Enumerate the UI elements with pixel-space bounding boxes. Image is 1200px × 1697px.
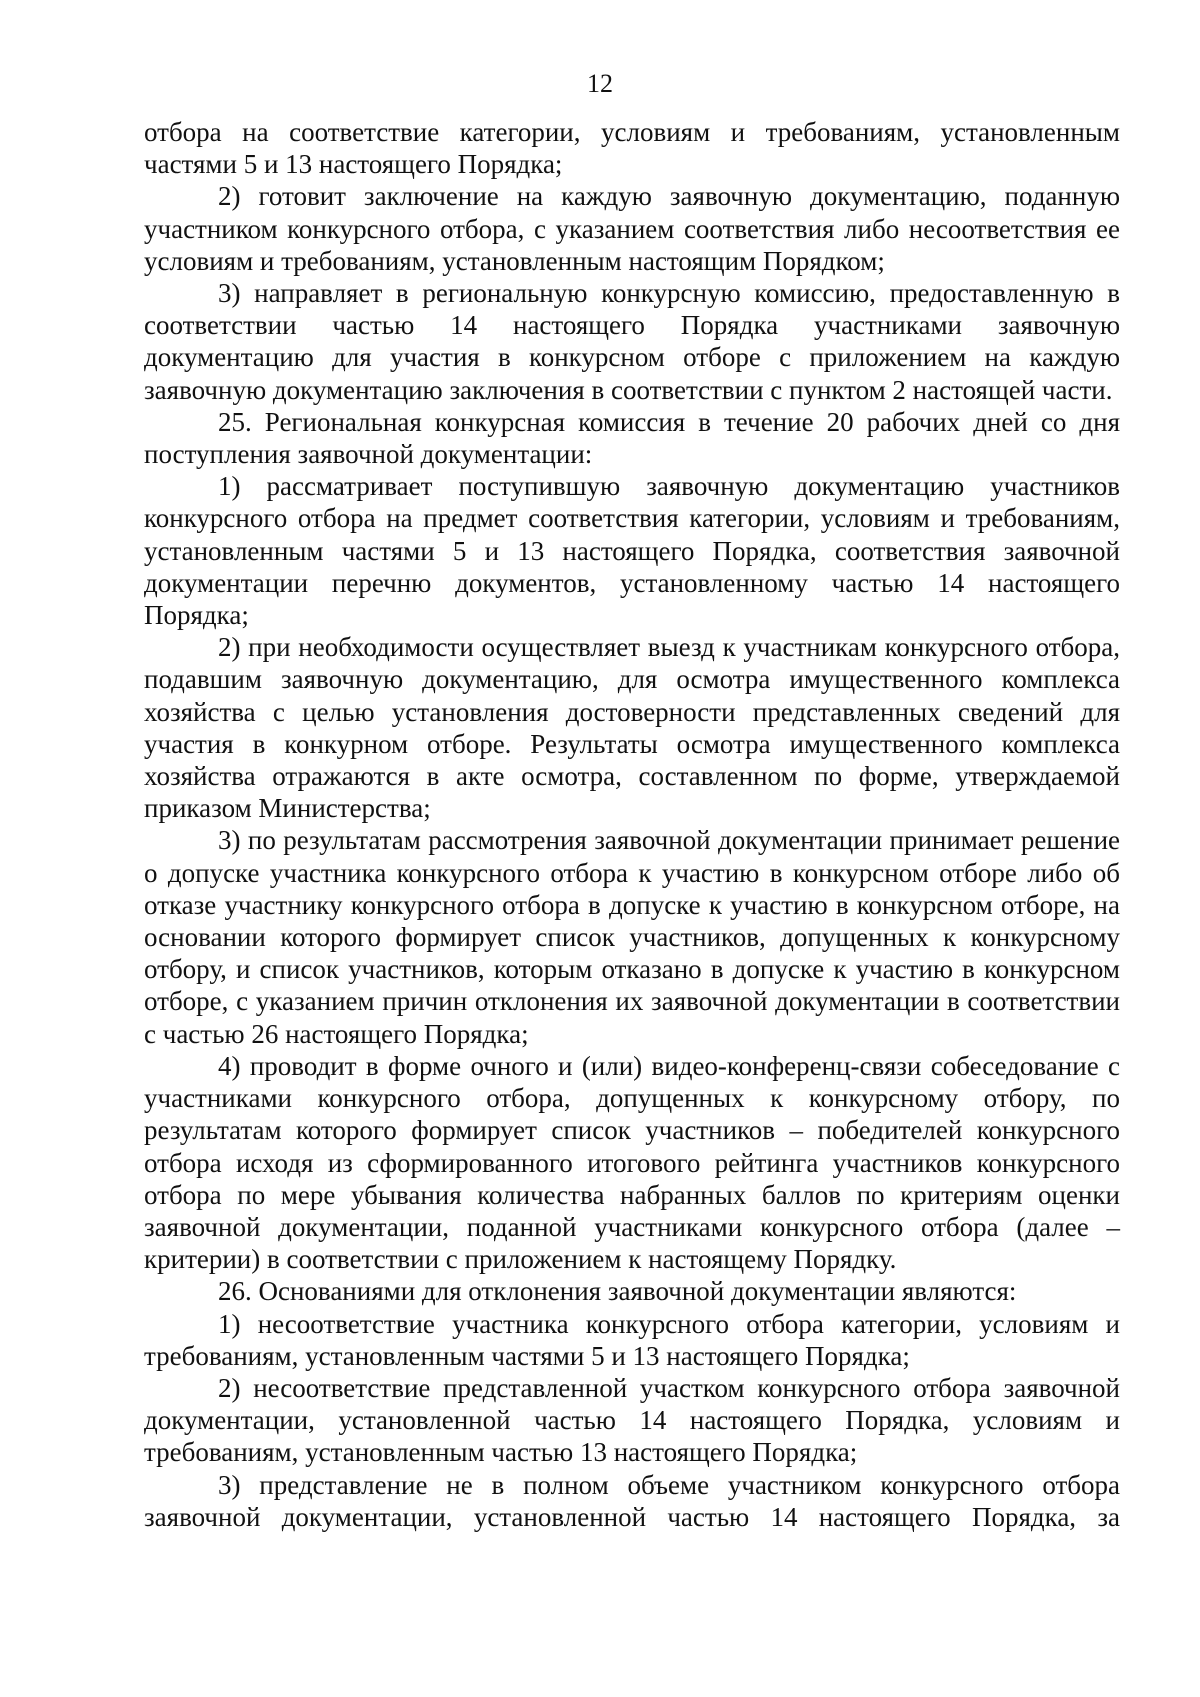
paragraph-section-25: 25. Региональная конкурсная комиссия в течение 20 рабочих дней со дня поступления заявочной документации: bbox=[144, 406, 1120, 470]
paragraph-section-26: 26. Основаниями для отклонения заявочной документации являются: bbox=[218, 1276, 1017, 1307]
paragraph-26-item-2: 2) несоответствие представленной участком конкурсного отбора заявочной документации, установленной частью 14 настоящего Порядка, условиям и требованиям, установленным частью 13 настоящего Порядка; bbox=[144, 1372, 1120, 1468]
paragraph-item-2-conclusion: 2) готовит заключение на каждую заявочную документацию, поданную участником конкурсного отбора, с указанием соответствия либо несоответствия ее условиям и требованиям, установленным настоящим Порядком; bbox=[144, 181, 1120, 276]
paragraph-25-item-1: 1) рассматривает поступившую заявочную документацию участников конкурсного отбора на предмет соответствия категории, условиям и требованиям, установленным частями 5 и 13 настоящего Порядка, соответствия заявочной документации перечню документов, установленному частью 14 настоящего Порядка; bbox=[144, 471, 1120, 631]
document-body bbox=[144, 116, 1120, 1533]
paragraph-25-item-2: 2) при необходимости осуществляет выезд к участникам конкурсного отбора, подавшим заявочную документацию, для осмотра имущественного комплекса хозяйства с целью установления достоверности представленных сведений для участия в конкурном отборе. Результаты осмотра имущественного комплекса хозяйства отражаются в акте осмотра, составленном по форме, утверждаемой приказом Министерства; bbox=[144, 632, 1120, 824]
paragraph-25-item-3: 3) по результатам рассмотрения заявочной документации принимает решение о допуске участника конкурсного отбора к участию в конкурсном отборе либо об отказе участнику конкурсного отбора в допуске к участию в конкурсном отборе, на основании которого формирует список участников, допущенных к конкурсному отбору, и список участников, которым отказано в допуске к участию в конкурсном отборе, с указанием причин отклонения их заявочной документации в соответствии с частью 26 настоящего Порядка; bbox=[144, 825, 1120, 1049]
paragraph-26-item-1: 1) несоответствие участника конкурсного отбора категории, условиям и требованиям, установленным частями 5 и 13 настоящего Порядка; bbox=[144, 1308, 1120, 1371]
page-number: 12 bbox=[587, 69, 613, 98]
paragraph-25-item-4: 4) проводит в форме очного и (или) видео-конференц-связи собеседование с участниками конкурсного отбора, допущенных к конкурсному отбору, по результатам которого формирует список участников – победителей конкурсного отбора исходя из сформированного итогового рейтинга участников конкурсного отбора по мере убывания количества набранных баллов по критериям оценки заявочной документации, поданной участниками конкурсного отбора (далее – критерии) в соответствии с приложением к настоящему Порядку. bbox=[144, 1050, 1120, 1275]
paragraph-item-3-forwarding: 3) направляет в региональную конкурсную комиссию, предоставленную в соответствии частью 14 настоящего Порядка участниками заявочную документацию для участия в конкурсном отборе с приложением на каждую заявочную документацию заключения в соответствии с пунктом 2 настоящей части. bbox=[144, 278, 1120, 405]
paragraph-26-item-3: 3) представление не в полном объеме участником конкурсного отбора заявочной документации, установленной частью 14 настоящего Порядка, за bbox=[144, 1469, 1120, 1532]
paragraph-continuation: отбора на соответствие категории, условиям и требованиям, установленным частями 5 и 13 настоящего Порядка; bbox=[144, 117, 1120, 180]
